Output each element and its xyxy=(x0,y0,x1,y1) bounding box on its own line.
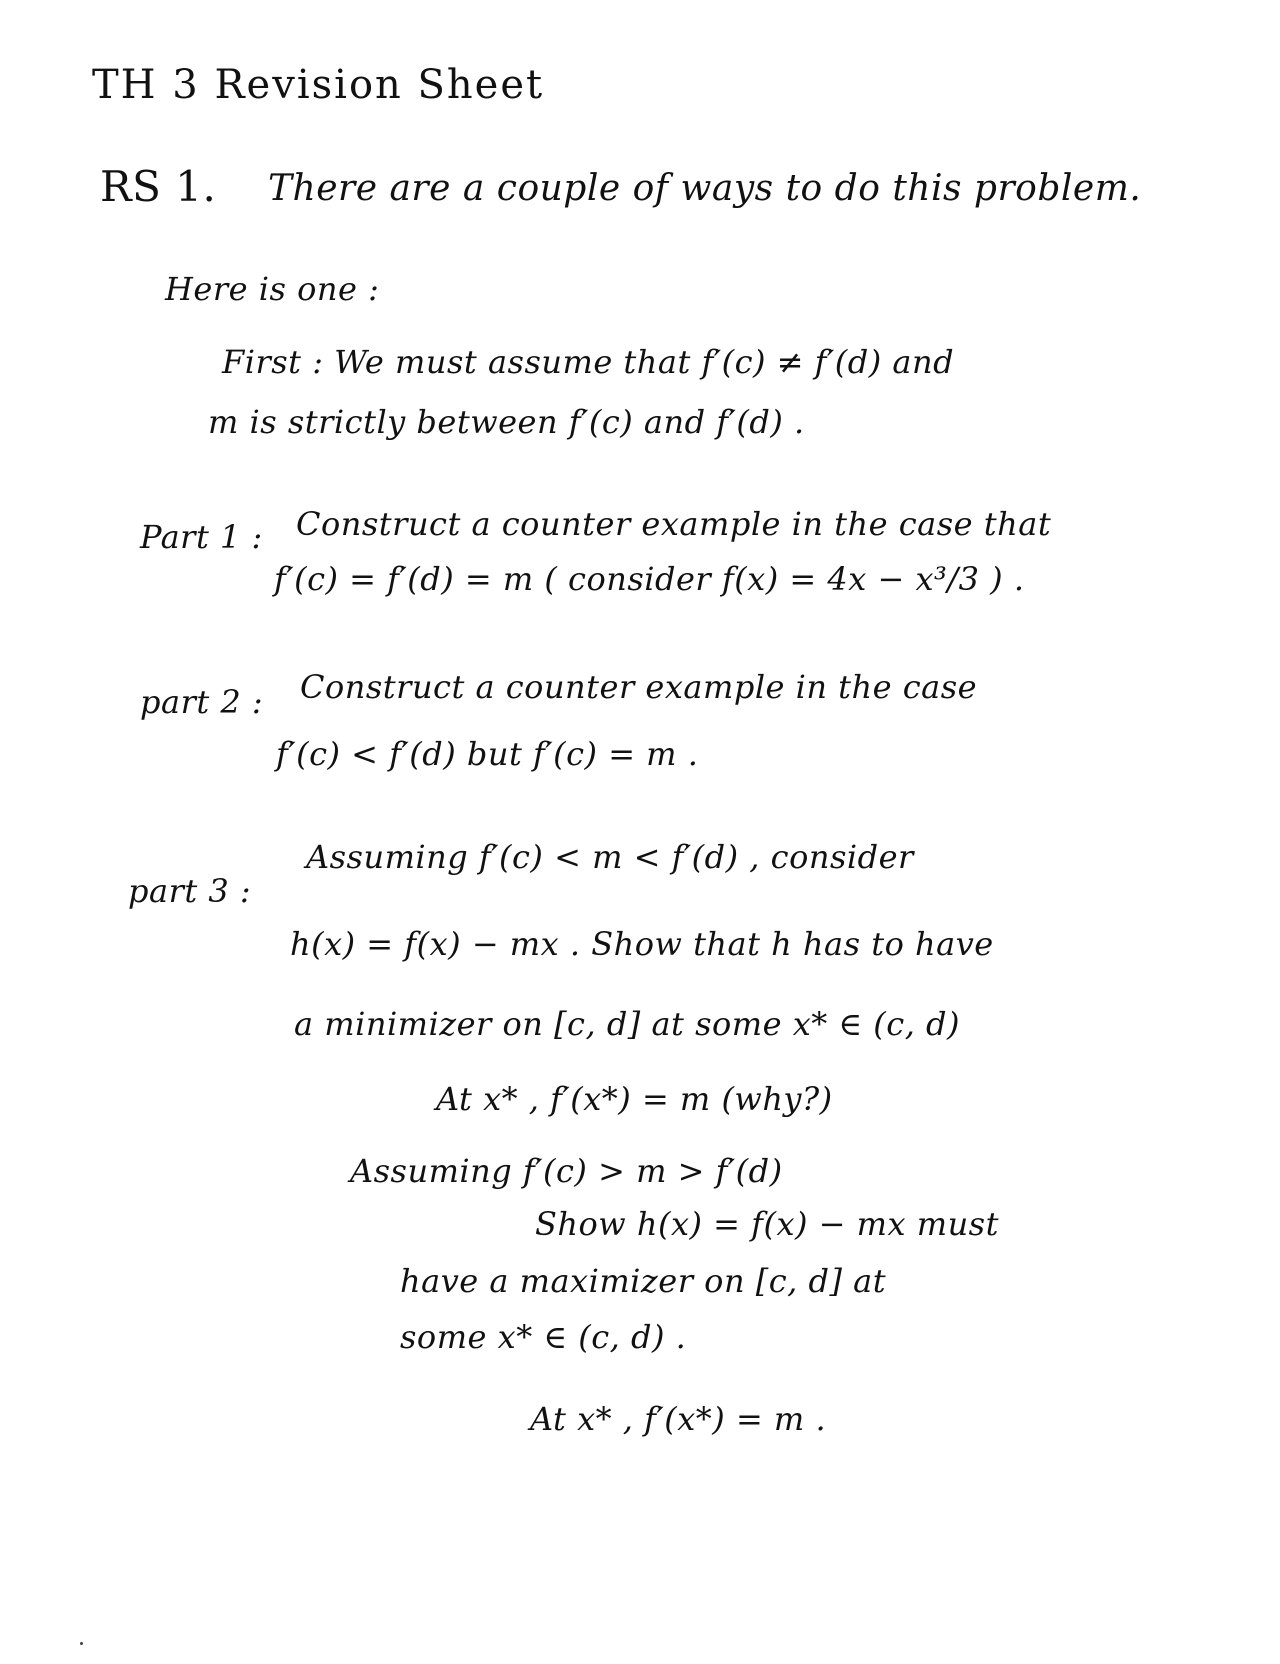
part3b-line-1: Assuming f′(c) > m > f′(d) xyxy=(350,1152,783,1190)
part3b-line-3: have a maximizer on [c, d] at xyxy=(400,1262,887,1300)
part1-line-1: Construct a counter example in the case that xyxy=(296,505,1052,543)
part3-line-1: Assuming f′(c) < m < f′(d) , consider xyxy=(306,838,914,876)
part3b-line-5: At x* , f′(x*) = m . xyxy=(530,1400,827,1438)
here-is-one: Here is one : xyxy=(165,270,380,308)
part1-label: Part 1 : xyxy=(140,518,263,556)
part3b-line-4: some x* ∈ (c, d) . xyxy=(400,1318,687,1356)
rs-heading: RS 1. xyxy=(100,162,217,211)
rs-intro: There are a couple of ways to do this problem. xyxy=(268,168,1142,209)
part2-line-2: f′(c) < f′(d) but f′(c) = m . xyxy=(276,735,699,773)
part1-line-2: f′(c) = f′(d) = m ( consider f(x) = 4x − x³/3 ) . xyxy=(274,560,1025,598)
part3-line-3: a minimizer on [c, d] at some x* ∈ (c, d) xyxy=(294,1005,960,1043)
part3-line-4: At x* , f′(x*) = m (why?) xyxy=(436,1080,833,1118)
part3-label: part 3 : xyxy=(128,872,252,910)
first-line-1: First : We must assume that f′(c) ≠ f′(d) and xyxy=(222,343,955,381)
part2-label: part 2 : xyxy=(140,683,264,721)
scan-speck xyxy=(80,1642,83,1645)
part3b-line-2: Show h(x) = f(x) − mx must xyxy=(535,1205,999,1243)
part2-line-1: Construct a counter example in the case xyxy=(300,668,978,706)
part3-line-2: h(x) = f(x) − mx . Show that h has to have xyxy=(290,925,994,963)
first-line-2: m is strictly between f′(c) and f′(d) . xyxy=(208,403,805,441)
page-title: TH 3 Revision Sheet xyxy=(92,62,545,108)
